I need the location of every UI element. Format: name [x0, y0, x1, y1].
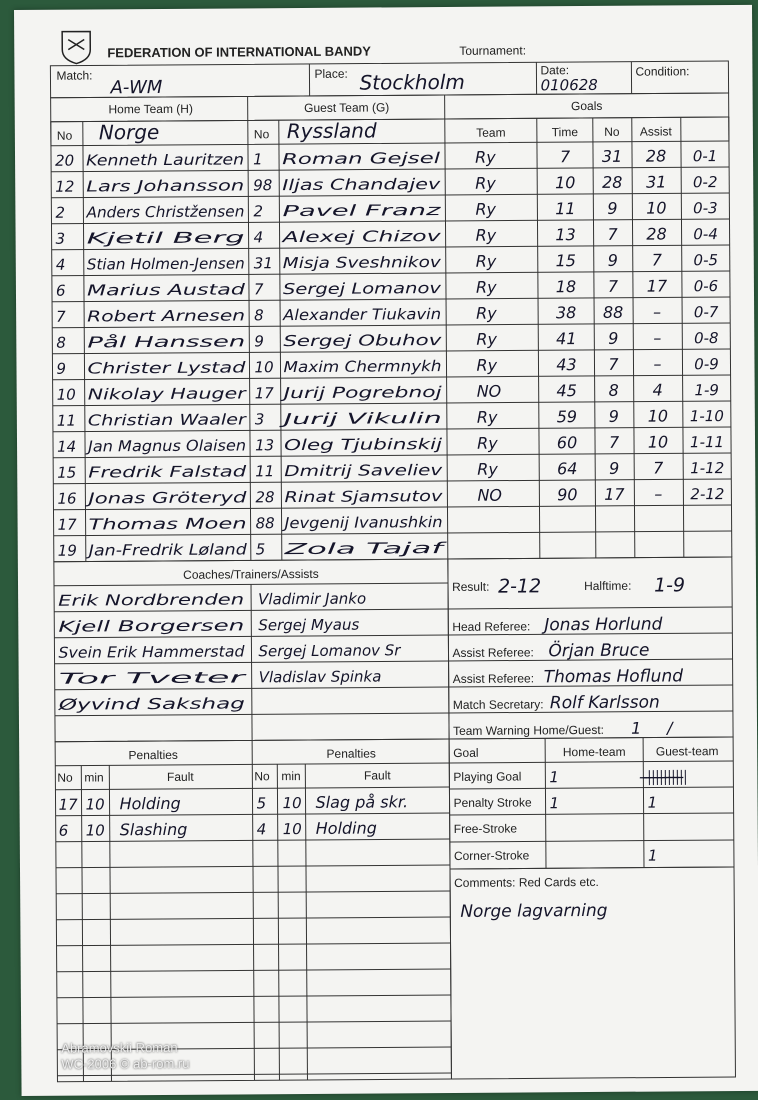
goal-time: 59 — [556, 407, 578, 427]
guest-player-name: Zola Tajaf — [284, 539, 358, 559]
assist-referee-1-value: Örjan Bruce — [548, 640, 650, 662]
goal-running-score: 0-7 — [693, 303, 719, 322]
goal-team: Ry — [476, 355, 498, 375]
goal-running-score: 0-8 — [693, 329, 719, 348]
home-coach-name: Erik Nordbrenden — [58, 590, 191, 610]
home-player-name: Robert Arnesen — [87, 306, 205, 326]
grid-line — [445, 95, 448, 559]
goal-assist-number: 31 — [645, 172, 667, 192]
goal-assist-number: 28 — [645, 146, 667, 166]
home-player-name: Fredrik Falstad — [88, 462, 201, 482]
goal-running-score: 0-6 — [693, 277, 719, 296]
home-penalty-fault-label: Fault — [166, 769, 194, 784]
goal-no-label: No — [604, 124, 620, 139]
grid-line — [537, 118, 540, 558]
tournament-label: Tournament: — [459, 43, 527, 58]
halftime-label: Halftime: — [583, 578, 632, 594]
guest-player-number: 1 — [252, 150, 263, 169]
guest-player-number: 88 — [255, 514, 275, 533]
grid-line — [449, 787, 733, 789]
guest-player-name: Sergej Lomanov — [282, 279, 405, 299]
comments-value: Norge lagvarning — [460, 900, 608, 922]
home-player-number: 3 — [55, 229, 66, 248]
goal-type-label: Playing Goal — [453, 769, 522, 784]
goal-time: 90 — [557, 485, 578, 505]
guest-player-number: 98 — [253, 176, 273, 195]
guest-player-name: Alexej Chizov — [282, 227, 384, 247]
home-player-name: Kenneth Lauritzen — [85, 150, 223, 170]
goal-assist-number: 17 — [646, 276, 668, 296]
guest-player-name: Iljas Chandajev — [282, 175, 397, 195]
guest-player-name: Rinat Sjamsutov — [284, 487, 408, 507]
goal-time: 43 — [556, 355, 577, 375]
goal-running-score: 0-5 — [693, 251, 719, 270]
goal-team: Ry — [477, 459, 498, 479]
grid-line — [450, 840, 734, 842]
home-penalty-minutes: 10 — [85, 821, 105, 840]
guest-player-number: 28 — [255, 488, 275, 507]
date-value: 010628 — [540, 75, 598, 95]
home-player-number: 2 — [55, 203, 66, 222]
org-title: FEDERATION OF INTERNATIONAL BANDY — [107, 43, 371, 61]
guest-coach-name: Sergej Myaus — [258, 615, 360, 635]
goal-assist-number: 4 — [652, 380, 663, 400]
photo-watermark — [61, 1040, 189, 1073]
guest-player-name: Maxim Chermnykh — [283, 357, 425, 377]
goal-team: Ry — [474, 147, 496, 167]
goal-time-label: Time — [551, 125, 579, 140]
guest-player-number: 2 — [253, 202, 264, 221]
guest-team-name: Ryssland — [286, 118, 377, 144]
goal-running-score: 2-12 — [690, 485, 725, 504]
goal-type-guest-count: 1 — [647, 846, 658, 865]
date-label: Date: — [540, 63, 570, 78]
guest-player-number: 4 — [253, 228, 264, 247]
match-secretary-label: Match Secretary: — [452, 697, 544, 712]
goal-type-home-count: 1 — [549, 794, 560, 813]
home-player-name: Stian Holmen-Jensen — [86, 254, 243, 274]
home-no-label: No — [56, 128, 73, 143]
home-player-name: Lars Johansson — [86, 176, 199, 196]
grid-line — [252, 740, 254, 1080]
home-penalty-min-label: min — [84, 770, 104, 785]
goal-type-home-header: Home-team — [562, 744, 626, 760]
home-penalty-fault: Holding — [119, 793, 181, 814]
goal-assist-number: – — [654, 484, 663, 504]
home-player-name: Jan Magnus Olaisen — [87, 436, 236, 456]
grid-line — [305, 764, 307, 1080]
guest-penalty-minutes: 10 — [282, 794, 302, 813]
goal-team: Ry — [476, 303, 497, 323]
home-player-number: 10 — [56, 385, 76, 404]
goals-header: Goals — [570, 98, 603, 114]
guest-coach-name: Vladislav Spinka — [258, 667, 382, 687]
comments-label: Comments: Red Cards etc. — [454, 874, 599, 890]
home-team-name: Norge — [98, 119, 160, 145]
guest-player-name: Roman Gejsel — [281, 149, 387, 169]
home-coach-name: Tor Tveter — [58, 669, 135, 688]
guest-team-header: Guest Team (G) — [304, 100, 390, 115]
guest-penalties-header: Penalties — [326, 746, 376, 761]
watermark-line-2: WC-2006 © ab-rom.ru — [61, 1055, 190, 1072]
guest-player-number: 10 — [254, 358, 274, 377]
goal-scorer-number: 9 — [607, 250, 618, 270]
fib-logo-icon — [62, 31, 90, 63]
goal-scorer-number: 7 — [608, 354, 619, 374]
goal-time: 15 — [555, 251, 577, 271]
coaches-header: Coaches/Trainers/Assists — [183, 566, 319, 582]
grid-line — [632, 118, 635, 558]
guest-player-number: 11 — [255, 462, 275, 481]
guest-penalty-minutes: 10 — [282, 820, 302, 839]
guest-penalty-no-label: No — [254, 769, 270, 784]
team-warning-home: 1 — [630, 718, 642, 738]
guest-player-name: Misja Sveshnikov — [282, 253, 412, 273]
goal-assist-number: – — [653, 328, 662, 348]
goal-scorer-number: 9 — [608, 328, 619, 348]
grid-line — [681, 117, 684, 557]
condition-label: Condition: — [635, 64, 690, 79]
grid-line — [81, 766, 83, 1082]
grid-line — [109, 765, 111, 1081]
home-player-number: 11 — [56, 411, 77, 430]
guest-player-name: Jurij Pogrebnoj — [283, 383, 393, 403]
home-player-name: Thomas Moen — [88, 514, 194, 534]
goal-scorer-number: 7 — [608, 432, 620, 452]
goal-running-score: 1-10 — [689, 407, 724, 426]
goal-team: Ry — [476, 329, 497, 349]
goal-time: 10 — [554, 173, 576, 193]
home-player-name: Christian Waaler — [87, 410, 212, 430]
home-player-number: 7 — [56, 307, 66, 326]
goal-running-score: 0-3 — [693, 199, 718, 218]
goal-team: Ry — [476, 407, 498, 427]
head-referee-label: Head Referee: — [452, 619, 531, 634]
home-player-name: Jan-Fredrik Løland — [88, 540, 225, 560]
grid-line — [448, 607, 732, 609]
home-player-number: 14 — [56, 437, 77, 456]
goal-assist-number: 7 — [653, 458, 664, 478]
home-penalty-no-label: No — [57, 770, 73, 785]
goal-assist-number: 10 — [647, 432, 669, 452]
guest-penalty-min-label: min — [281, 769, 301, 784]
goal-scorer-number: 9 — [609, 458, 620, 478]
guest-player-name: Jurij Vikulin — [283, 409, 368, 429]
goal-type-home-count: 1 — [549, 768, 559, 787]
guest-player-name: Dmitrij Saveliev — [284, 461, 404, 481]
home-player-name: Anders Christžensen — [86, 202, 241, 222]
home-player-name: Christer Lystad — [87, 358, 201, 378]
goal-scorer-number: 7 — [607, 276, 619, 296]
home-player-name: Pål Hanssen — [87, 332, 179, 352]
goal-time: 41 — [556, 329, 577, 349]
grid-line — [51, 122, 54, 562]
goal-team: Ry — [475, 277, 497, 297]
home-team-header: Home Team (H) — [108, 101, 193, 117]
goal-scorer-number: 7 — [607, 224, 618, 244]
home-player-number: 8 — [56, 333, 66, 352]
grid-line — [545, 738, 546, 868]
home-player-name: Kjetil Berg — [86, 228, 165, 248]
goal-running-score: 0-9 — [694, 355, 719, 374]
place-value: Stockholm — [359, 69, 465, 95]
match-secretary-value: Rolf Karlsson — [549, 692, 660, 714]
home-coach-name: Øyvind Sakshag — [58, 694, 180, 714]
guest-player-name: Alexander Tiukavin — [283, 305, 428, 325]
score-sheet — [14, 5, 758, 1096]
goal-running-score: 1-11 — [689, 433, 725, 452]
home-player-number: 16 — [57, 489, 77, 508]
goal-time: 13 — [555, 225, 576, 245]
guest-player-number: 9 — [254, 332, 264, 351]
home-player-name: Jonas Gröteryd — [88, 488, 201, 508]
result-value: 2-12 — [497, 575, 542, 598]
guest-coach-name: Vladimir Janko — [258, 589, 367, 609]
goal-assist-number: 7 — [651, 250, 662, 270]
grid-line — [729, 117, 732, 557]
grid-line — [643, 738, 644, 868]
goal-scorer-number: 9 — [607, 198, 618, 218]
guest-penalty-fault: Holding — [315, 818, 377, 838]
goal-running-score: 0-1 — [692, 147, 718, 166]
home-penalty-fault: Slashing — [119, 819, 188, 840]
guest-player-name: Sergej Obuhov — [283, 331, 395, 351]
team-warning-guest: / — [666, 718, 673, 738]
home-player-number: 15 — [57, 463, 77, 482]
home-player-number: 12 — [55, 177, 75, 196]
goal-assist-number: – — [653, 302, 662, 322]
goal-time: 64 — [556, 459, 578, 479]
guest-player-number: 17 — [254, 384, 274, 403]
grid-line — [449, 761, 733, 763]
halftime-value: 1-9 — [653, 574, 686, 597]
home-player-number: 4 — [55, 255, 66, 274]
guest-penalty-fault: Slag på skr. — [315, 792, 409, 812]
goal-running-score: 1-9 — [694, 381, 719, 400]
home-player-number: 17 — [57, 515, 77, 534]
guest-coach-name: Sergej Lomanov Sr — [258, 641, 401, 661]
score-sheet-form — [14, 5, 758, 1096]
goal-time: 18 — [555, 277, 577, 297]
home-player-name: Marius Austad — [86, 280, 194, 300]
guest-player-name: Oleg Tjubinskij — [283, 435, 395, 455]
goal-running-score: 0-4 — [693, 225, 718, 244]
home-player-number: 19 — [57, 541, 77, 560]
home-penalties-header: Penalties — [128, 747, 178, 763]
grid-line — [593, 118, 596, 558]
goal-time: 45 — [556, 381, 577, 401]
grid-line — [248, 96, 251, 560]
goal-scorer-number: 9 — [608, 406, 620, 426]
goal-scorer-number: 31 — [601, 146, 623, 166]
goal-type-guest-count: 1 — [647, 793, 658, 812]
goal-assist-number: 10 — [647, 406, 669, 426]
goal-team: Ry — [475, 199, 497, 219]
goal-time: 38 — [555, 303, 577, 323]
guest-player-number: 13 — [254, 436, 275, 455]
home-player-name: Nikolay Hauger — [87, 384, 203, 404]
guest-no-label: No — [253, 127, 270, 142]
home-player-number: 20 — [54, 151, 75, 170]
goal-team: Ry — [476, 433, 498, 453]
head-referee-value: Jonas Horlund — [544, 614, 663, 636]
goal-team: NO — [476, 381, 502, 401]
guest-penalty-number: 4 — [256, 820, 267, 839]
goal-team: Ry — [475, 251, 497, 271]
goal-type-label: Corner-Stroke — [453, 848, 530, 863]
grid-box — [450, 867, 735, 1079]
team-warning-label: Team Warning Home/Guest: — [452, 722, 605, 738]
grid-line — [277, 764, 279, 1080]
assist-referee-2-value: Thomas Hoflund — [543, 666, 684, 688]
goal-time: 11 — [555, 199, 576, 219]
goal-type-header: Goal — [453, 745, 479, 760]
home-penalty-number: 6 — [58, 821, 69, 840]
goal-assist-label: Assist — [639, 124, 672, 139]
watermark-line-1: Abramovskii Roman — [61, 1039, 178, 1056]
goal-assist-number: 28 — [646, 224, 667, 244]
goal-assist-number: 10 — [646, 198, 667, 218]
goal-scorer-number: 17 — [604, 484, 625, 504]
goal-team: Ry — [475, 173, 496, 193]
goal-type-label: Free-Stroke — [453, 821, 518, 836]
guest-player-number: 3 — [254, 410, 265, 429]
home-penalty-minutes: 10 — [85, 795, 105, 814]
home-penalty-number: 17 — [58, 795, 78, 814]
guest-player-number: 5 — [255, 540, 266, 559]
guest-player-name: Jevgenij Ivanushkin — [284, 513, 430, 533]
goal-running-score: 1-12 — [690, 459, 725, 478]
goal-scorer-number: 88 — [602, 302, 624, 322]
place-label: Place: — [314, 66, 348, 81]
guest-player-number: 7 — [253, 280, 264, 299]
result-label: Result: — [451, 579, 490, 594]
home-coach-name: Svein Erik Hammerstad — [58, 642, 236, 662]
goal-team: Ry — [475, 225, 497, 245]
assist-referee-2-label: Assist Referee: — [452, 671, 535, 686]
goal-team-label: Team — [476, 125, 506, 140]
goal-assist-number: – — [653, 354, 662, 374]
home-player-number: 9 — [56, 359, 67, 378]
goal-type-label: Penalty Stroke — [453, 795, 532, 810]
goal-scorer-number: 8 — [608, 380, 619, 400]
goal-running-score: 0-2 — [692, 173, 718, 192]
grid-line — [450, 813, 734, 815]
goal-type-guest-tally: ̶|̶|̶|̶|̶|̶|̶|̶|̶|̶| — [647, 767, 698, 786]
guest-player-number: 8 — [254, 306, 264, 325]
goal-time: 7 — [559, 147, 571, 167]
home-coach-name: Kjell Borgersen — [58, 616, 172, 636]
goal-team: NO — [477, 485, 503, 505]
guest-player-number: 31 — [253, 254, 273, 273]
grid-line — [251, 584, 252, 740]
guest-penalty-number: 5 — [256, 794, 267, 813]
home-player-number: 6 — [55, 281, 66, 300]
match-value: A-WM — [110, 76, 163, 99]
goal-time: 60 — [556, 433, 578, 453]
assist-referee-1-label: Assist Referee: — [452, 645, 534, 660]
goal-scorer-number: 28 — [601, 172, 623, 192]
guest-player-name: Pavel Franz — [282, 201, 370, 221]
match-label: Match: — [56, 68, 93, 83]
guest-penalty-fault-label: Fault — [363, 768, 391, 783]
goal-type-guest-header: Guest-team — [655, 744, 719, 759]
